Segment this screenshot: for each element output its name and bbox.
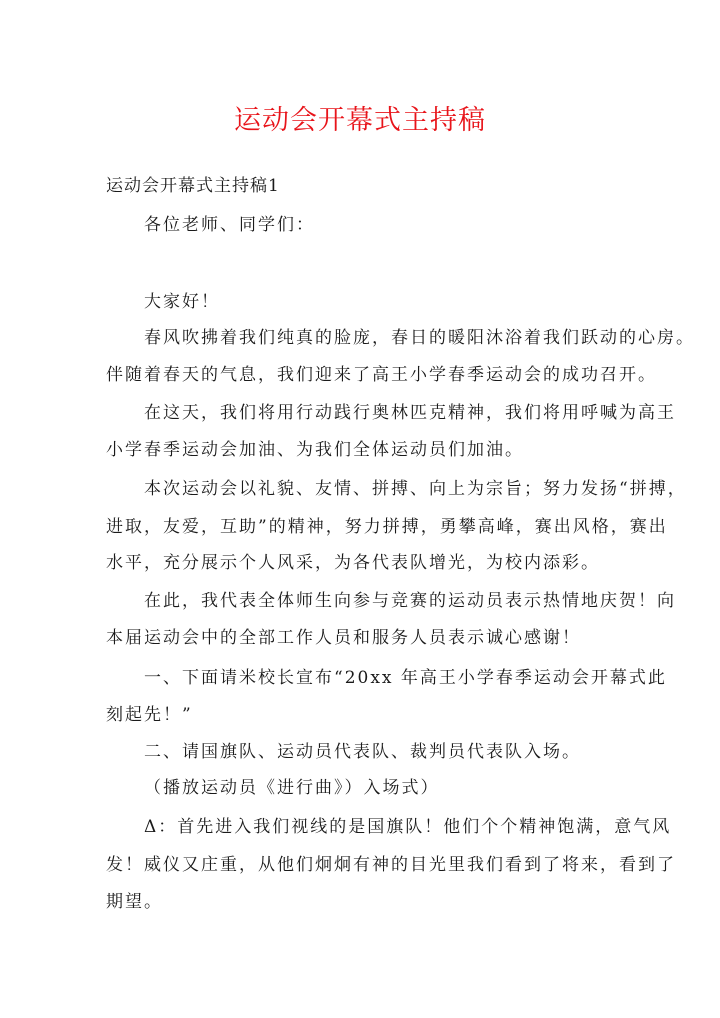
paragraph-line: 发！威仪又庄重，从他们炯炯有神的目光里我们看到了将来，看到了 — [106, 855, 676, 875]
paragraph-line: 一、下面请米校长宣布“20xx 年高王小学春季运动会开幕式此 — [144, 668, 667, 688]
document-subtitle: 运动会开幕式主持稿1 — [106, 176, 280, 196]
paragraph-line: 大家好！ — [144, 292, 220, 312]
paragraph-line: 小学春季运动会加油、为我们全体运动员们加油。 — [106, 440, 524, 460]
paragraph-line: 期望。 — [106, 892, 163, 912]
paragraph-line: 进取，友爱，互助”的精神，努力拼搏，勇攀高峰，赛出风格，赛出 — [106, 517, 668, 537]
paragraph-line: 在这天，我们将用行动践行奥林匹克精神，我们将用呼喊为高王 — [144, 403, 676, 423]
paragraph-line: 水平，充分展示个人风采，为各代表队增光，为校内添彩。 — [106, 553, 600, 573]
paragraph-line: 刻起先！” — [106, 705, 193, 725]
paragraph-line: （播放运动员《进行曲》）入场式） — [144, 778, 440, 798]
paragraph-line: 本届运动会中的全部工作人员和服务人员表示诚心感谢！ — [106, 628, 581, 648]
paragraph-line: 春风吹拂着我们纯真的脸庞，春日的暖阳沐浴着我们跃动的心房。 — [144, 328, 695, 348]
paragraph-line: 在此，我代表全体师生向参与竞赛的运动员表示热情地庆贺！向 — [144, 591, 676, 611]
document-title: 运动会开幕式主持稿 — [234, 105, 486, 136]
paragraph-line: 二、请国旗队、运动员代表队、裁判员代表队入场。 — [144, 742, 581, 762]
greeting-line: 各位老师、同学们： — [144, 215, 315, 235]
paragraph-line: Δ：首先进入我们视线的是国旗队！他们个个精神饱满，意气风 — [144, 817, 672, 837]
paragraph-line: 伴随着春天的气息，我们迎来了高王小学春季运动会的成功召开。 — [106, 365, 657, 385]
paragraph-line: 本次运动会以礼貌、友情、拼搏、向上为宗旨；努力发扬“拼搏， — [144, 479, 687, 499]
